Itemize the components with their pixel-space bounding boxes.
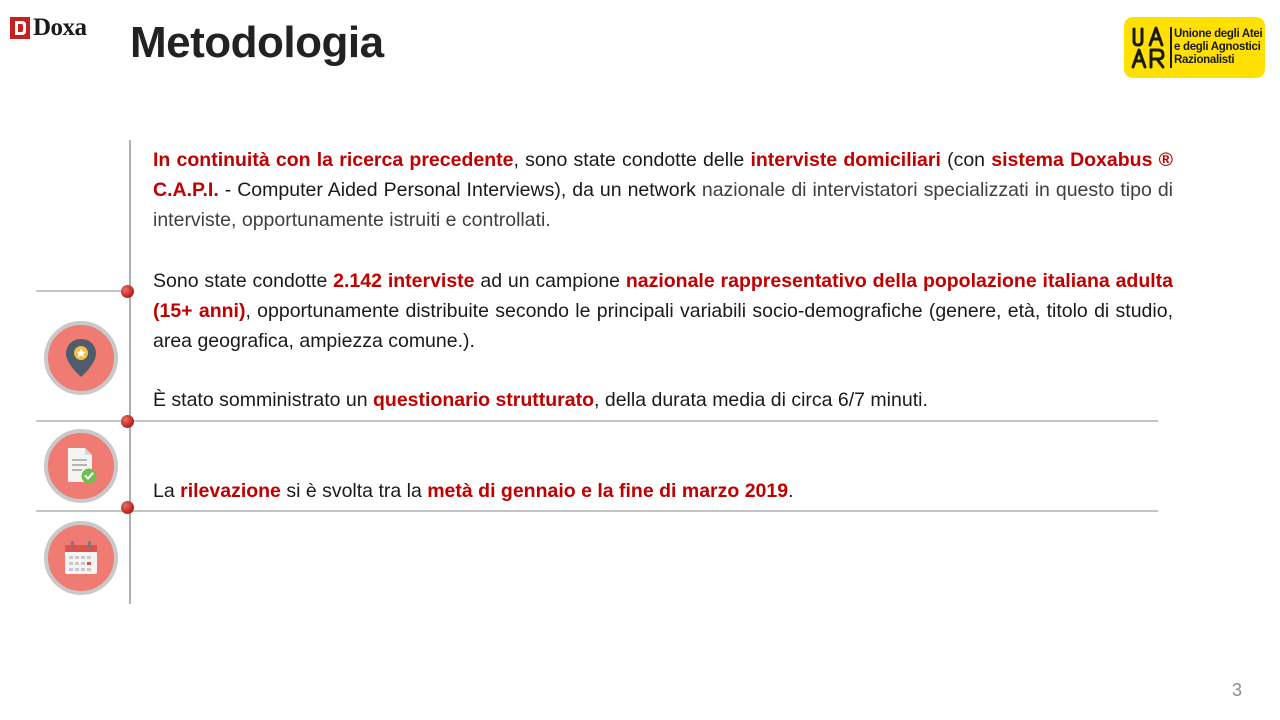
highlight-home-interviews: interviste domiciliari (750, 149, 941, 171)
uaar-line-2: e degli Agnostici (1174, 41, 1261, 53)
document-check-icon (63, 446, 99, 486)
highlight-continuity: In continuità con la ricerca precedente (153, 149, 514, 171)
uaar-monogram-icon (1130, 23, 1168, 71)
text-segment: - Computer Aided Personal Interviews), da un network (218, 179, 702, 201)
text-segment: È stato somministrato un (153, 389, 374, 411)
text-segment: si è svolta tra la (280, 480, 428, 502)
methodology-paragraph-interviews (153, 145, 1173, 235)
text-segment: La (153, 480, 181, 502)
text-segment: nazionale di intervistatori specializzati in questo tipo di interviste, opportunamente istruiti e controllati. (153, 179, 1173, 231)
doxa-logo (10, 14, 87, 42)
text-segment: (con (940, 149, 992, 171)
timeline-dot (121, 415, 134, 428)
text-segment: . (788, 480, 794, 502)
calendar-icon (62, 539, 100, 577)
highlight-survey: rilevazione (180, 480, 281, 502)
doxa-mark-icon (10, 17, 30, 39)
location-pin-badge (44, 321, 118, 395)
methodology-paragraph-sample (153, 266, 1173, 356)
text-segment: , opportunamente distribuite secondo le principali variabili socio-demografiche (genere, età, titolo di studio, area geografica, ampiezza comune.). (153, 300, 1173, 352)
location-pin-icon (63, 337, 99, 379)
highlight-sample-description: nazionale rappresentativo della popolazione italiana adulta (15+ anni) (153, 270, 1173, 322)
highlight-questionnaire: questionario strutturato (373, 389, 595, 411)
text-segment: , della durata media di circa 6/7 minuti. (594, 389, 928, 411)
uaar-logo (1124, 17, 1265, 78)
text-segment: ad un campione (474, 270, 626, 292)
uaar-line-1: Unione degli Atei (1174, 28, 1263, 40)
timeline-dot (121, 285, 134, 298)
doxa-logo-text: Doxa (33, 14, 87, 41)
uaar-line-3: Razionalisti (1174, 54, 1235, 66)
uaar-logo-text (1174, 28, 1262, 67)
timeline-dot (121, 501, 134, 514)
timeline-divider (36, 420, 1158, 422)
page-number: 3 (1232, 680, 1243, 700)
timeline-vertical-line (129, 140, 131, 604)
highlight-interview-count: 2.142 interviste (333, 270, 475, 292)
highlight-period: metà di gennaio e la fine di marzo 2019 (427, 480, 789, 502)
methodology-paragraph-period (153, 476, 1173, 506)
page-title: Metodologia (130, 18, 384, 67)
timeline-divider (36, 510, 1158, 512)
timeline-divider (36, 290, 130, 292)
text-segment: , sono state condotte delle (513, 149, 751, 171)
text-segment: Sono state condotte (153, 270, 334, 292)
uaar-divider (1170, 27, 1172, 68)
document-check-badge (44, 429, 118, 503)
calendar-badge (44, 521, 118, 595)
methodology-paragraph-questionnaire (153, 385, 1173, 415)
highlight-doxabus-system: sistema Doxabus ® C.A.P.I. (153, 149, 1173, 201)
